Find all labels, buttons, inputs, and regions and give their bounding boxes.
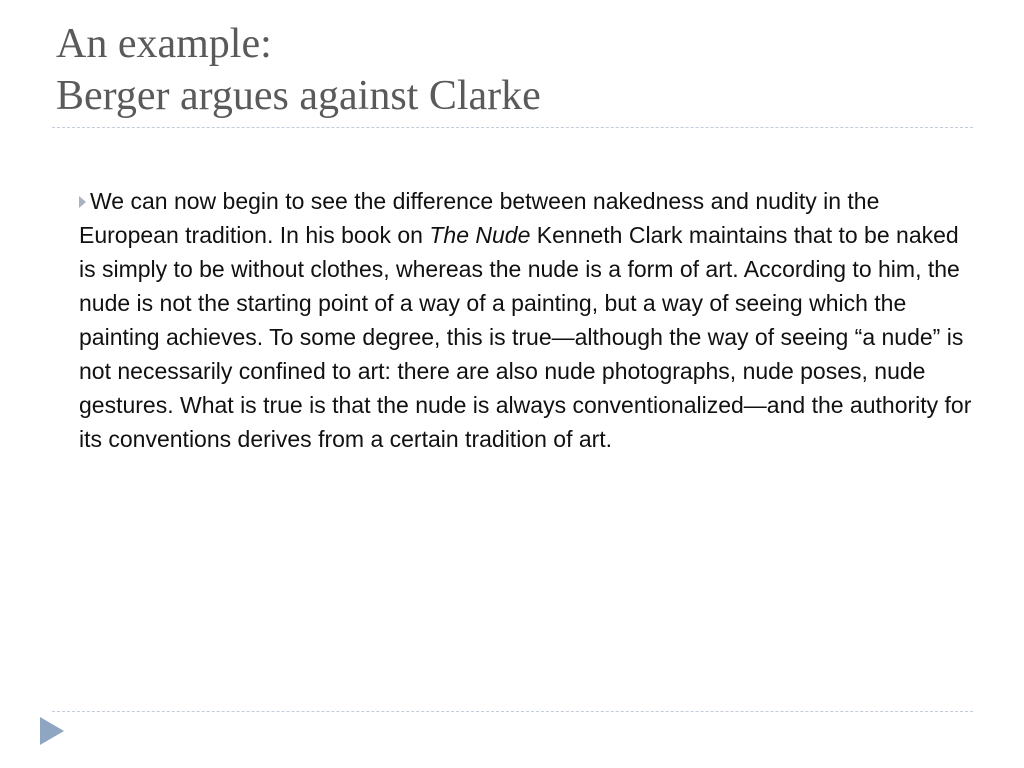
title-divider — [52, 127, 973, 128]
body-text-part-2: Kenneth Clark maintains that to be naked is simply to be without clothes, whereas the nude is a form of art. According to him, the nude is not the starting point of a way of a painting, but a way of seeing which the painting achieves. To some degree, this is true—although the way of seeing “a nude” is not necessarily confined to art: there are also nude photographs, nude poses, nude gestures. What is true is that the nude is always conventionalized—and the authority for its conventions derives from a certain tradition of art. — [79, 222, 972, 452]
slide-title-line-1: An example: — [56, 21, 272, 67]
book-title: The Nude — [429, 222, 531, 248]
triangle-bullet-icon — [79, 196, 86, 208]
footer-divider — [52, 711, 973, 712]
body-paragraph — [79, 184, 974, 456]
slide-title — [56, 18, 541, 122]
body-text-part-1: We can now begin to see the difference between nakedness and nudity in the European tradition. In his book on — [79, 188, 880, 248]
next-slide-arrow-icon[interactable] — [40, 717, 64, 745]
slide-title-line-2: Berger argues against Clarke — [56, 73, 541, 119]
